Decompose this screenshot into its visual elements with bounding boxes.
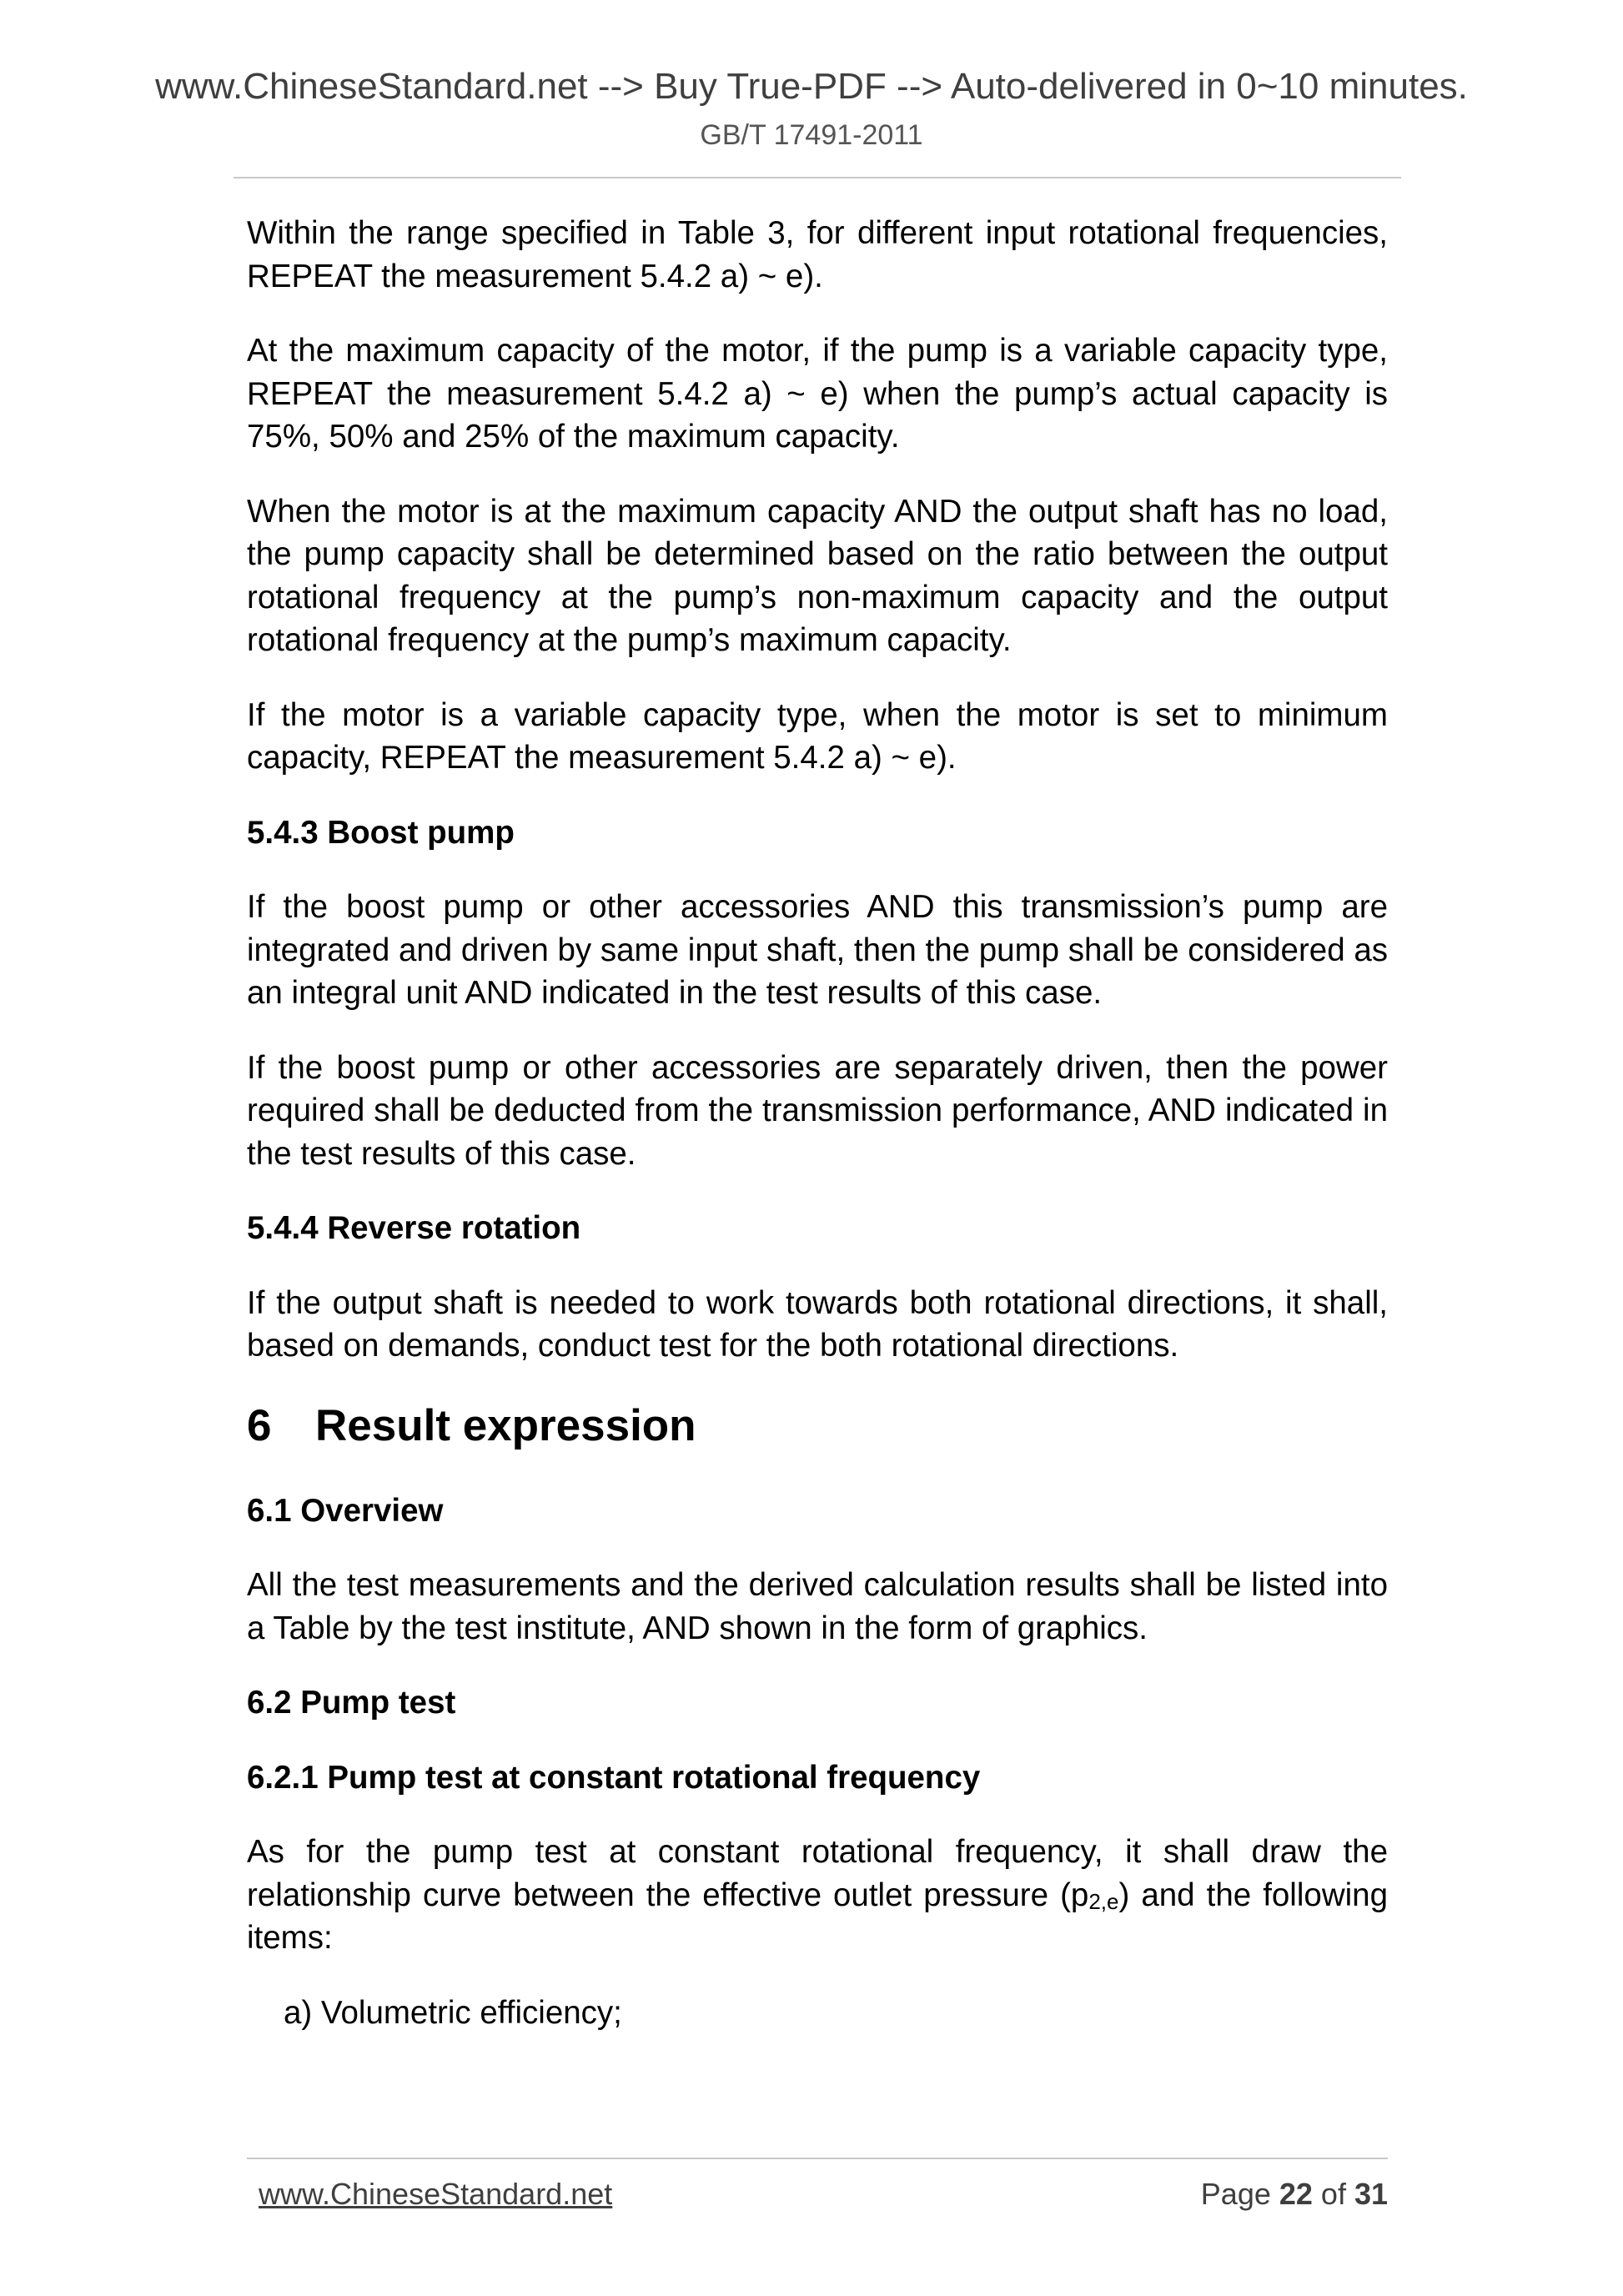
section-heading-6-1: 6.1 Overview	[247, 1492, 444, 1529]
paragraph: If the motor is a variable capacity type, when the motor is set to minimum capacity, REPEAT the measurement 5.4.2 a) ~ e).	[247, 696, 1388, 776]
footer-website-link[interactable]: www.ChineseStandard.net	[259, 2177, 613, 2211]
header-divider	[234, 177, 1401, 178]
section-heading-5-4-3: 5.4.3 Boost pump	[247, 814, 515, 851]
paragraph: Within the range specified in Table 3, for different input rotational frequencies, REPEAT the measurement 5.4.2 a) ~ e).	[247, 215, 1388, 294]
paragraph: At the maximum capacity of the motor, if the pump is a variable capacity type, REPEAT the measurement 5.4.2 a) ~ e) when the pump’s actual capacity is 75%, 50% and 25% of the maximum capacity.	[247, 333, 1388, 455]
footer-divider	[247, 2158, 1388, 2159]
paragraph: When the motor is at the maximum capacity AND the output shaft has no load, the pump capacity shall be determined based on the ratio between the output rotational frequency at the pump’s non-maximum capacity and the output rotational frequency at the pump’s maximum capacity.	[247, 493, 1388, 658]
page-content	[247, 212, 1388, 2034]
paragraph: If the output shaft is needed to work towards both rotational directions, it shall, based on demands, conduct test for the both rotational directions.	[247, 1284, 1388, 1364]
paragraph: If the boost pump or other accessories AND this transmission’s pump are integrated and driven by same input shaft, then the pump shall be considered as an integral unit AND indicated in the test results of this case.	[247, 889, 1388, 1011]
paragraph-text: As for the pump test at constant rotational frequency, it shall draw the relationship curve between the effective outlet pressure (p	[247, 1834, 1388, 1913]
chapter-heading-6	[247, 1399, 1388, 1453]
chapter-number: 6	[247, 1400, 272, 1450]
list-item: a) Volumetric efficiency;	[284, 1994, 622, 2031]
current-page: 22	[1279, 2177, 1313, 2211]
document-code: GB/T 17491-2011	[700, 119, 923, 151]
section-heading-6-2: 6.2 Pump test	[247, 1685, 456, 1721]
section-heading-6-2-1: 6.2.1 Pump test at constant rotational frequency	[247, 1759, 981, 1796]
header-banner[interactable]: www.ChineseStandard.net --> Buy True-PDF --> Auto-delivered in 0~10 minutes.	[155, 66, 1468, 107]
paragraph: All the test measurements and the derived calculation results shall be listed into a Table by the test institute, AND shown in the form of graphics.	[247, 1567, 1388, 1646]
chapter-title: Result expression	[315, 1400, 696, 1450]
page-separator: of	[1312, 2177, 1354, 2211]
paragraph: If the boost pump or other accessories are separately driven, then the power required shall be deducted from the transmission performance, AND indicated in the test results of this case.	[247, 1049, 1388, 1172]
paragraph	[247, 1831, 1388, 1960]
subscript: 2,e	[1088, 1888, 1119, 1914]
section-heading-5-4-4: 5.4.4 Reverse rotation	[247, 1210, 581, 1246]
paragraph-text: ) and the following items:	[247, 1876, 1388, 1956]
total-pages: 31	[1354, 2177, 1388, 2211]
page-number	[1201, 2177, 1388, 2212]
page-label: Page	[1200, 2177, 1279, 2211]
